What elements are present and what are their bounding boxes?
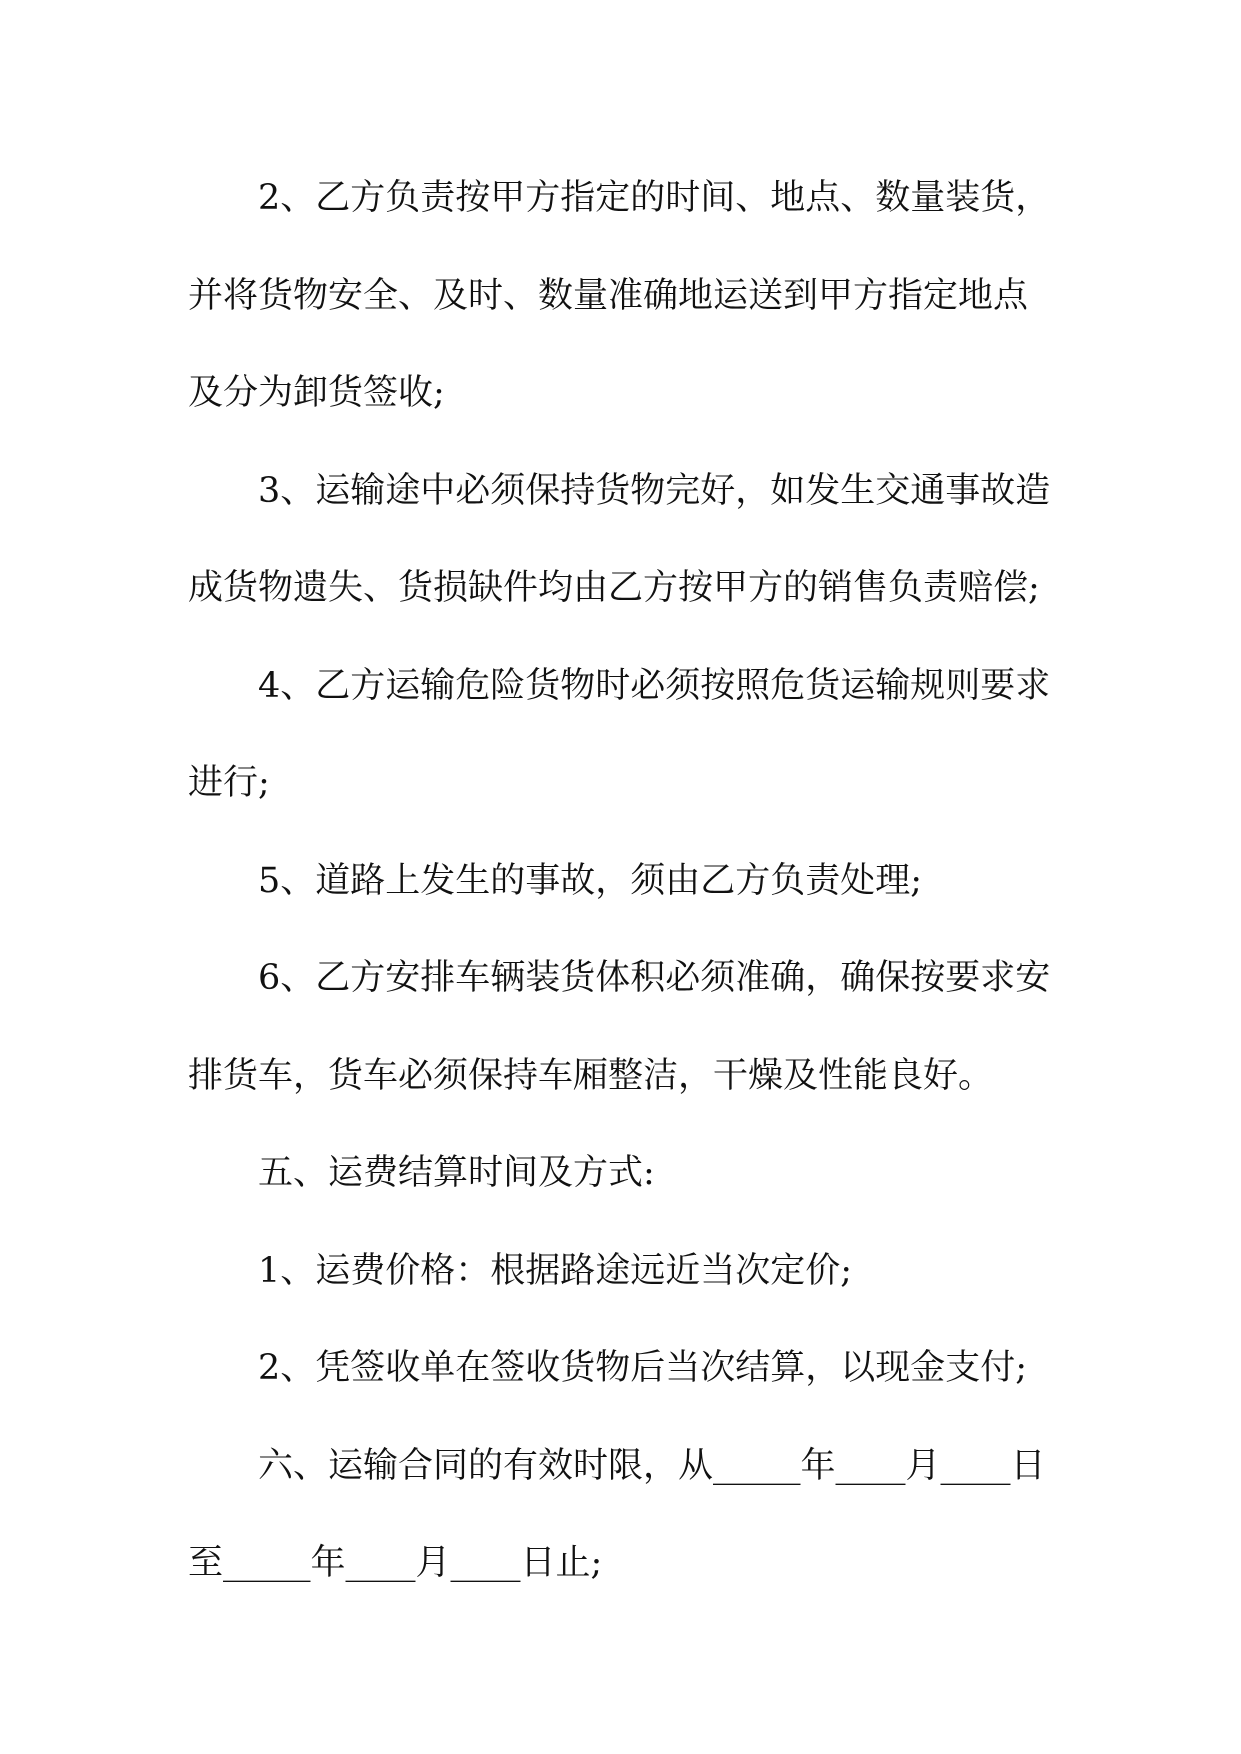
paragraph-clause-5-1: 1、运费价格：根据路途远近当次定价; bbox=[258, 1250, 853, 1291]
paragraph-clause-4-3: 3、运输途中必须保持货物完好，如发生交通事故造成货物遗失、货损缺件均由乙方按甲方的销售负责赔偿; bbox=[188, 470, 1051, 608]
section-heading-6: 六、运输合同的有效时限，从_____年____月____日至_____年____月____日止; bbox=[188, 1445, 1046, 1583]
paragraph-clause-4-6: 6、乙方安排车辆装货体积必须准确，确保按要求安排货车，货车必须保持车厢整洁，干燥及性能良好。 bbox=[188, 958, 1051, 1096]
paragraph-clause-4-2: 2、乙方负责按甲方指定的时间、地点、数量装货，并将货物安全、及时、数量准确地运送到甲方指定地点及分为卸货签收; bbox=[188, 178, 1051, 413]
paragraph-clause-4-5: 5、道路上发生的事故，须由乙方负责处理; bbox=[258, 860, 923, 901]
section-heading-5: 五、运费结算时间及方式: bbox=[258, 1153, 655, 1193]
document-body bbox=[188, 150, 1054, 1613]
paragraph-clause-5-2: 2、凭签收单在签收货物后当次结算，以现金支付; bbox=[258, 1348, 1028, 1388]
paragraph-clause-4-4: 4、乙方运输危险货物时必须按照危货运输规则要求进行; bbox=[188, 665, 1051, 803]
